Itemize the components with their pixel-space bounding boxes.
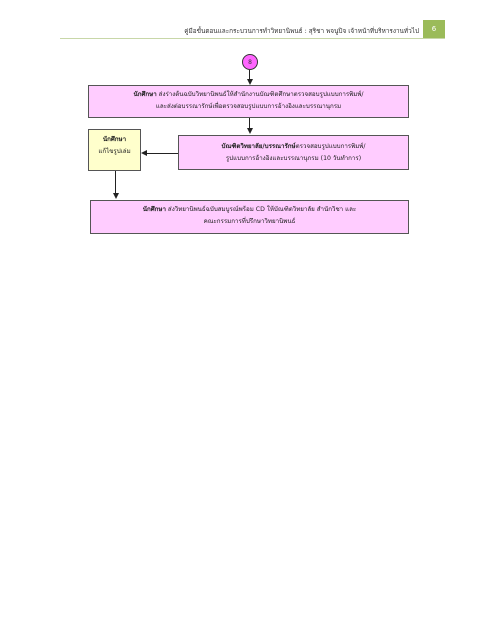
- step-text-line2: คณะกรรมการที่ปรึกษาวิทยานิพนธ์: [203, 218, 296, 225]
- step-text-line2: และส่งต่อบรรณารักษ์เพื่อตรวจสอบรูปแบบการอ้างอิงและบรรณานุกรม: [155, 103, 342, 110]
- step-text-line1: ตรวจสอบรูปแบบการพิมพ์/: [295, 143, 366, 150]
- step-text-line1: ส่งวิทยานิพนธ์ฉบับสมบูรณ์พร้อม CD ให้บัณฑิตวิทยาลัย สำนักวิชา และ: [165, 206, 357, 213]
- step-submit-final: [90, 200, 409, 234]
- header-title: คู่มือขั้นตอนและกระบวนการทำวิทยานิพนธ์ : สุริชา พจนูปิจ เจ้าหน้าที่บริหารงานทั่วไป: [184, 27, 419, 35]
- step-format-check: [178, 135, 409, 170]
- arrow-left-icon: [141, 150, 147, 156]
- connector-line-4: [115, 171, 116, 194]
- page-number-badge: 6: [423, 20, 445, 38]
- step-submit-draft: [88, 85, 409, 118]
- header-divider: [60, 38, 445, 39]
- step-text-line2: แก้ไขรูปเล่ม: [98, 148, 131, 155]
- connector-line-3: [146, 153, 178, 154]
- step-role: นักศึกษา: [142, 206, 166, 213]
- step-role: บัณฑิตวิทยาลัย/บรรณารักษ์: [221, 143, 296, 150]
- step-role: นักศึกษา: [102, 136, 127, 143]
- flow-connector-circle: 8: [242, 54, 258, 70]
- step-text-line2: รูปแบบการอ้างอิงและบรรณานุกรม (10 วันทำการ): [225, 155, 362, 162]
- step-role: นักศึกษา: [133, 91, 157, 98]
- step-text-line1: ส่งร่างต้นฉบับวิทยานิพนธ์ให้สำนักงานบัณฑิตศึกษาตรวจสอบรูปแบบการพิมพ์/: [156, 91, 364, 98]
- arrow-down-icon: [247, 128, 253, 134]
- step-revise-format: [88, 129, 141, 171]
- arrow-down-icon: [113, 193, 119, 199]
